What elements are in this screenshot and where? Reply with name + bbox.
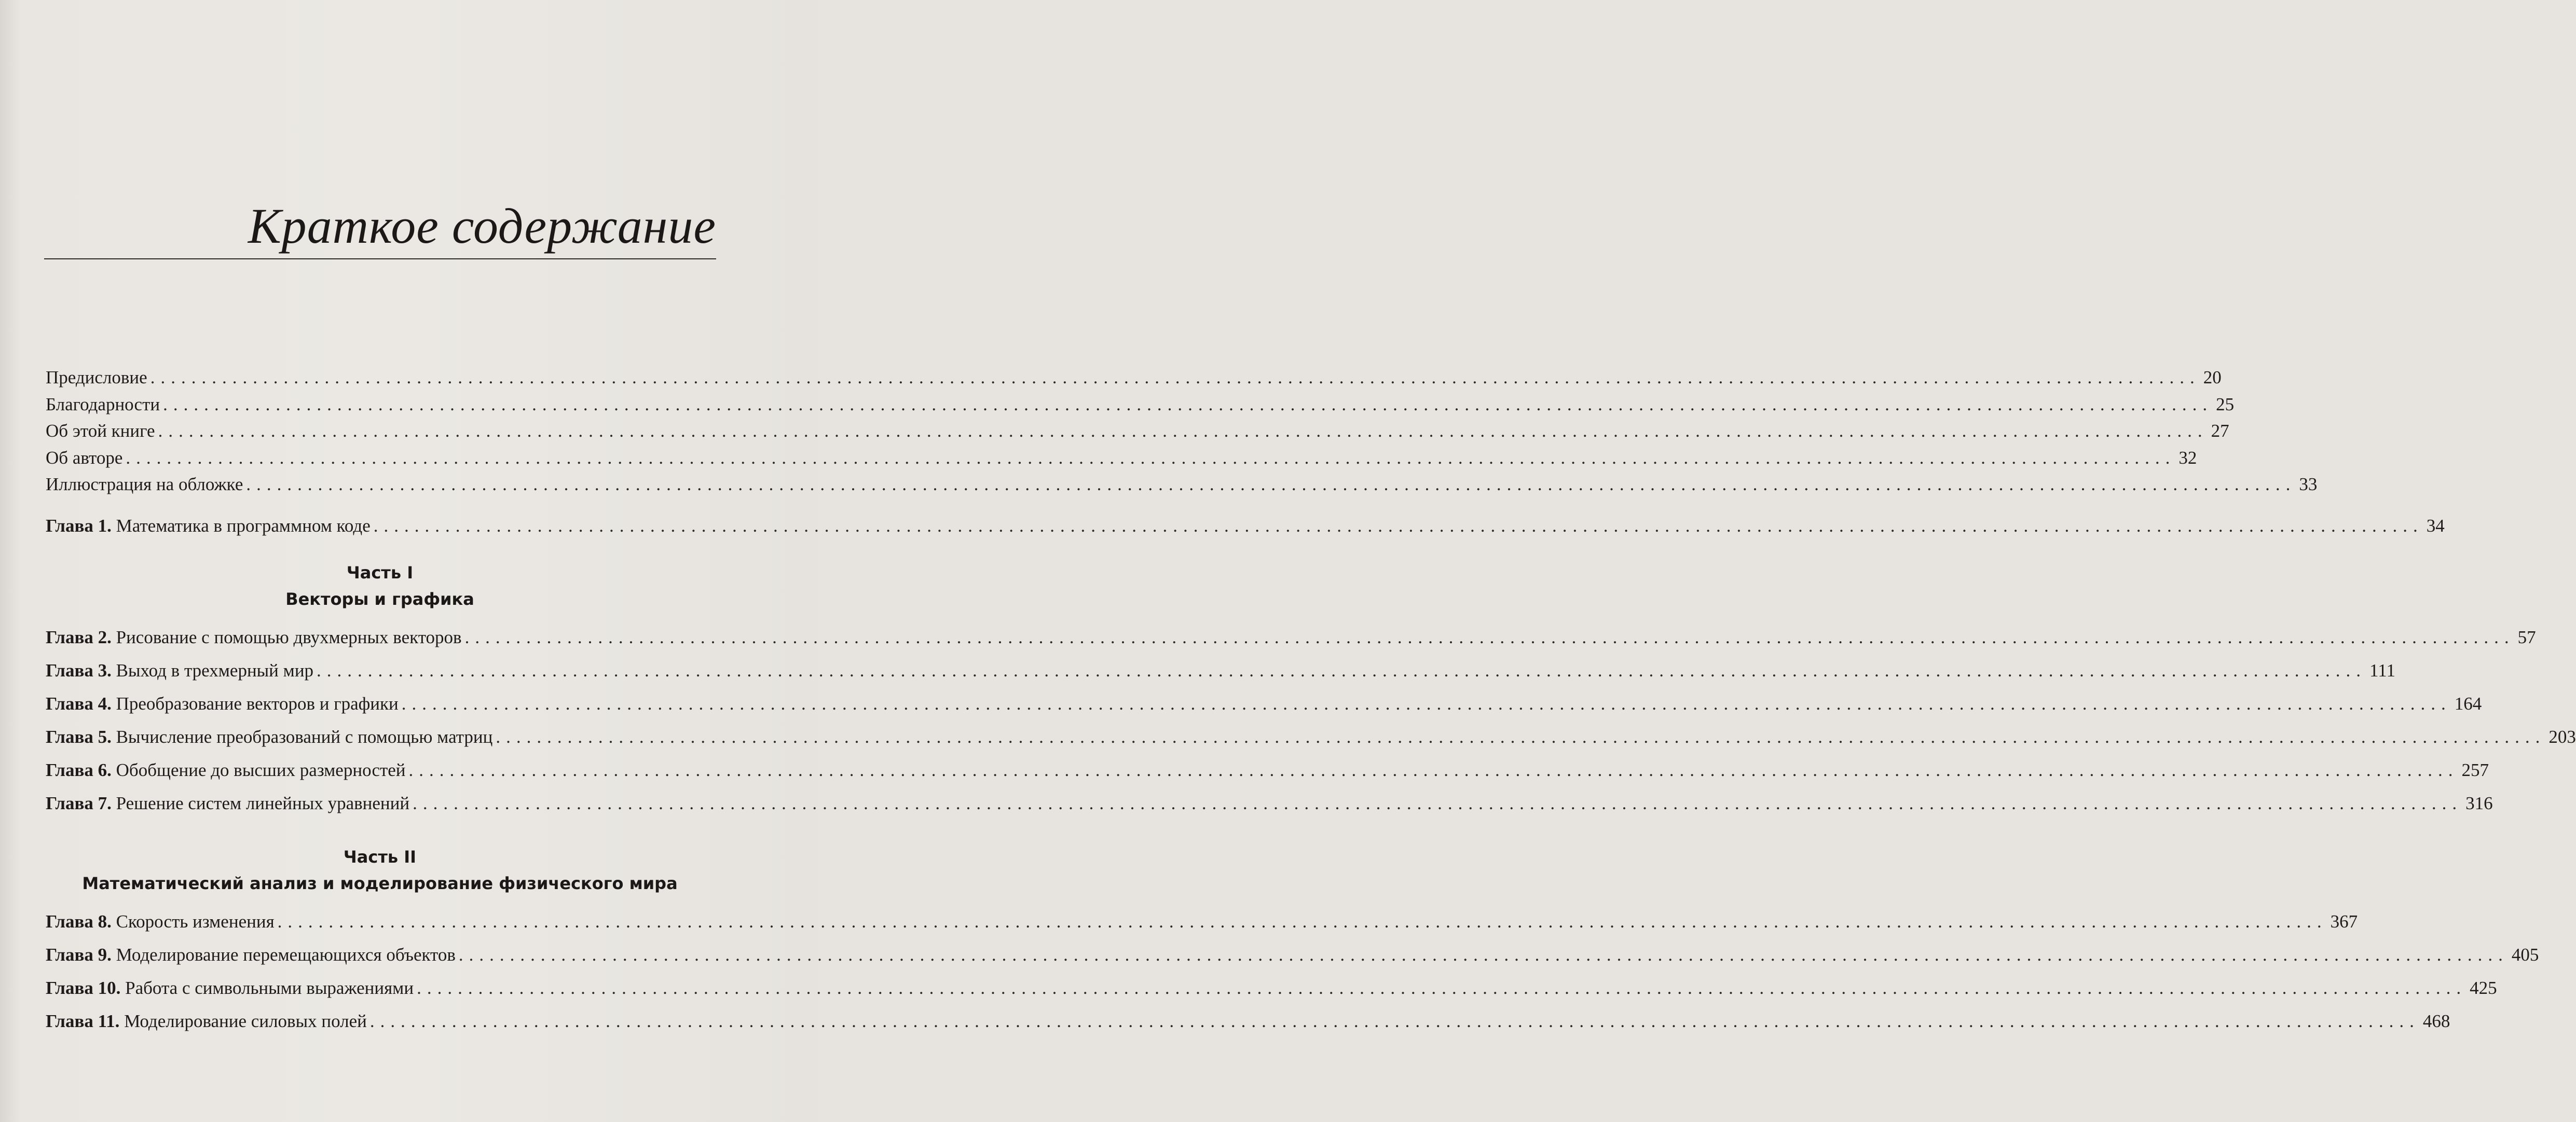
chapter-label: Глава 3.	[46, 660, 112, 681]
toc-entry-chapter-1[interactable]	[46, 515, 2445, 543]
chapter-title: Моделирование перемещающихся объектов	[116, 945, 456, 965]
chapter-label: Глава 1.	[46, 515, 112, 536]
chapter-page: 203	[2548, 727, 2576, 747]
toc-entry-chapter-6[interactable]	[46, 760, 2489, 793]
chapter-title: Преобразование векторов и графики	[116, 694, 399, 714]
toc-entry-page: 33	[2299, 474, 2318, 494]
chapter-label: Глава 8.	[46, 911, 112, 932]
chapter-label: Глава 5.	[46, 727, 112, 747]
leader-dots: ........................................................................................................................................................................................................	[464, 627, 2515, 647]
part-number: Часть II	[343, 847, 417, 867]
chapter-title: Скорость изменения	[116, 911, 275, 932]
toc-entry-cover-illustration[interactable]	[46, 474, 2318, 501]
leader-dots: ........................................................................................................................................................................................................	[317, 660, 2367, 681]
toc-entry-page: 20	[2203, 367, 2222, 387]
toc-entry-acknowledgements[interactable]	[46, 394, 2235, 421]
chapter-label: Глава 10.	[46, 978, 121, 998]
toc-entry-chapter-10[interactable]	[46, 978, 2497, 1011]
toc-entry-title: Об этой книге	[46, 421, 155, 441]
chapter-title: Решение систем линейных уравнений	[116, 793, 410, 813]
chapter-page: 164	[2454, 694, 2482, 714]
leader-dots: ........................................................................................................................................................................................................	[158, 421, 2208, 441]
toc-entry-chapter-2[interactable]	[46, 627, 2536, 660]
part-name: Математический анализ и моделирование физического мира	[82, 874, 678, 893]
leader-dots: ........................................................................................................................................................................................................	[163, 394, 2213, 414]
chapter-title: Математика в программном коде	[116, 515, 371, 536]
toc-entry-page: 32	[2178, 447, 2197, 468]
chapter-label: Глава 9.	[46, 945, 112, 965]
chapter-page: 111	[2369, 660, 2395, 681]
chapter-page: 367	[2330, 911, 2358, 932]
toc-entry-title: Предисловие	[46, 367, 147, 387]
leader-dots: ........................................................................................................................................................................................................	[417, 978, 2467, 998]
leader-dots: ........................................................................................................................................................................................................	[413, 793, 2463, 813]
toc-entry-chapter-7[interactable]	[46, 793, 2493, 826]
chapter-title: Работа с символьными выражениями	[125, 978, 414, 998]
chapter-page: 468	[2422, 1011, 2450, 1031]
chapter-label: Глава 7.	[46, 793, 112, 813]
leader-dots: ........................................................................................................................................................................................................	[373, 515, 2423, 536]
toc-entry-chapter-11[interactable]	[46, 1011, 2450, 1044]
leader-dots: ........................................................................................................................................................................................................	[408, 760, 2459, 780]
chapter-title: Моделирование силовых полей	[124, 1011, 367, 1031]
part-2-heading	[46, 844, 714, 897]
toc-entry-about-book[interactable]	[46, 421, 2229, 448]
chapter-label: Глава 2.	[46, 627, 112, 647]
chapter-page: 316	[2465, 793, 2493, 813]
chapter-title: Обобщение до высших размерностей	[116, 760, 406, 780]
leader-dots: ........................................................................................................................................................................................................	[369, 1011, 2420, 1031]
chapter-page: 405	[2511, 945, 2539, 965]
toc-entry-title: Иллюстрация на обложке	[46, 474, 243, 494]
leader-dots: ........................................................................................................................................................................................................	[150, 367, 2200, 387]
chapter-title: Выход в трехмерный мир	[116, 660, 314, 681]
toc-entry-about-author[interactable]	[46, 447, 2197, 475]
chapter-page: 257	[2461, 760, 2489, 780]
toc-entry-chapter-9[interactable]	[46, 945, 2539, 978]
chapter-page: 57	[2517, 627, 2536, 647]
part-number: Часть I	[346, 563, 414, 583]
toc-entry-chapter-4[interactable]	[46, 694, 2482, 727]
bleed-through-text	[223, 31, 721, 160]
toc-entry-chapter-5[interactable]	[46, 727, 2576, 760]
chapter-page: 425	[2470, 978, 2497, 998]
chapter-page: 34	[2426, 515, 2445, 536]
page-title: Краткое содержание	[248, 198, 716, 254]
chapter-label: Глава 4.	[46, 694, 112, 714]
leader-dots: ........................................................................................................................................................................................................	[277, 911, 2327, 932]
part-name: Векторы и графика	[285, 589, 474, 609]
leader-dots: ........................................................................................................................................................................................................	[401, 694, 2451, 714]
toc-entry-page: 27	[2211, 421, 2229, 441]
toc-entry-chapter-3[interactable]	[46, 660, 2395, 694]
toc-entry-chapter-8[interactable]	[46, 911, 2358, 945]
chapter-label: Глава 11.	[46, 1011, 120, 1031]
leader-dots: ........................................................................................................................................................................................................	[246, 474, 2296, 494]
chapter-label: Глава 6.	[46, 760, 112, 780]
toc-entry-preface[interactable]	[46, 367, 2222, 394]
leader-dots: ........................................................................................................................................................................................................	[496, 727, 2546, 747]
part-1-heading	[46, 560, 714, 613]
toc-entry-title: Об авторе	[46, 447, 123, 468]
title-rule	[44, 258, 716, 259]
chapter-title: Вычисление преобразований с помощью матриц	[116, 727, 493, 747]
leader-dots: ........................................................................................................................................................................................................	[126, 447, 2176, 468]
table-of-contents	[46, 367, 2576, 1044]
leader-dots: ........................................................................................................................................................................................................	[458, 945, 2509, 965]
toc-entry-page: 25	[2216, 394, 2235, 414]
chapter-title: Рисование с помощью двухмерных векторов	[116, 627, 462, 647]
toc-entry-title: Благодарности	[46, 394, 160, 414]
